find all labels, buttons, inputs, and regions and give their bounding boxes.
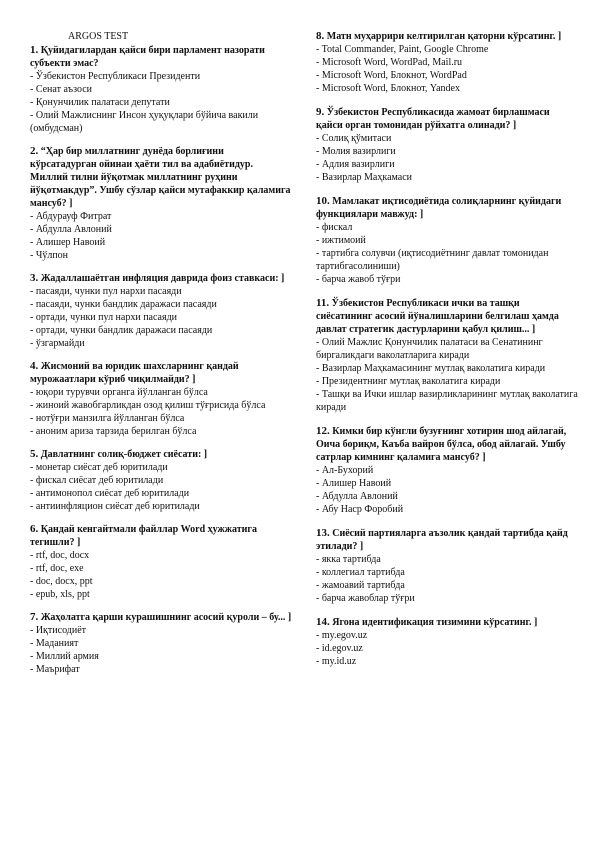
document-title: ARGOS TEST [68, 31, 129, 42]
question-wording: Ягона идентификация тизимини кўрсатинг. ] [332, 617, 538, 628]
question-block [316, 106, 578, 184]
answer-option: - ўзгармайди [30, 338, 85, 349]
answer-option: - Абдулла Авлоний [30, 224, 112, 235]
answer-option: - Microsoft Word, WordPad, Mail.ru [316, 57, 463, 68]
answer-option: - ижтимоий [316, 235, 366, 246]
right-question-list [316, 30, 578, 668]
question-wording: Матн муҳаррири келтирилган қаторни кўрсатинг. ] [326, 31, 562, 42]
question-number: 11. [316, 297, 330, 309]
left-column [30, 30, 292, 686]
answer-option: - антиинфляцион сиёсат деб юритилади [30, 501, 200, 512]
answer-option: - Ўзбекистон Республикаси Президенти [30, 71, 201, 82]
question-text [30, 145, 292, 210]
question-wording: Жадаллашаётган инфляция даврида фоиз ставкаси: ] [40, 273, 285, 284]
question-block [30, 145, 292, 262]
question-number: 7. [30, 611, 39, 623]
question-text [316, 297, 578, 336]
answer-option: - Алишер Навоий [316, 478, 392, 489]
question-wording: Давлатнинг солиқ-бюджет сиёсати: ] [40, 449, 208, 460]
question-number: 14. [316, 616, 330, 628]
answer-option: - Алишер Навоий [30, 237, 106, 248]
answer-option: - жиноий жавобгарликдан озод қилиш тўғрисида бўлса [30, 400, 266, 411]
answer-option: - Чўлпон [30, 250, 69, 261]
question-number: 3. [30, 272, 39, 284]
question-block [316, 297, 578, 414]
question-wording: Мамлакат иқтисодиётида солиқларнинг қуйидаги функциялари мавжуд: ] [316, 196, 562, 220]
answer-option: - Олий Мажлис Қонунчилик палатаси ва Сенатининг биргаликдаги ваколатларига киради [316, 337, 543, 361]
question-text [316, 195, 578, 221]
question-number: 1. [30, 44, 39, 56]
question-number: 6. [30, 523, 39, 535]
answer-option: - аноним ариза тарзида берилган бўлса [30, 426, 197, 437]
answer-option: - Абдурауф Фитрат [30, 211, 112, 222]
answer-option: - фискал сиёсат деб юритилади [30, 475, 164, 486]
answer-option: - якка тартибда [316, 554, 381, 565]
question-wording: “Ҳар бир миллатнинг дунёда борлиғини кўрсатадурган ойинаи ҳаёти тил ва адабиётидур. Миллий тилни йўқотмак миллатнинг руҳини йўқотмакдур”. Ушбу сўзлар қайси мутафаккир қаламига мансуб? ] [30, 146, 291, 209]
question-wording: Кимки бир кўнгли бузуғнинг хотирин шод айлагай, Оича бориқм, Каъба вайрон бўлса, обод айлагай. Ушбу сатрлар кимнинг қаламига мансуб? ] [316, 426, 567, 463]
answer-option: - Олий Мажлиснинг Инсон ҳуқуқлари бўйича вакили (омбудсман) [30, 110, 259, 134]
answer-option: - жамоавий тартибда [316, 580, 405, 591]
question-text [316, 616, 578, 629]
question-block [30, 272, 292, 350]
question-number: 10. [316, 195, 330, 207]
question-wording: Жаҳолатга қарши курашишнинг асосий қуроли – бу... ] [40, 612, 292, 623]
answer-option: - Қонунчилик палатаси депутати [30, 97, 170, 108]
question-wording: Қандай кенгайтмали файллар Word ҳужжатига тегишли? ] [30, 524, 257, 548]
left-question-list [30, 44, 292, 676]
answer-option: - Абдулла Авлоний [316, 491, 398, 502]
answer-option: - нотўғри манзилга йўлланган бўлса [30, 413, 185, 424]
question-block [30, 523, 292, 601]
question-text [30, 44, 292, 70]
question-block [316, 425, 578, 516]
answer-option: - тартибга солувчи (иқтисодиётнинг давлат томонидан тартибгасолиниши) [316, 248, 549, 272]
question-block [30, 611, 292, 676]
answer-option: - Президентнинг мутлақ ваколатига киради [316, 376, 501, 387]
answer-option: - Ташқи ва Ички ишлар вазирликларининг мутлақ ваколатига киради [316, 389, 578, 413]
right-column [316, 30, 578, 679]
question-text [316, 425, 578, 464]
question-text [30, 360, 292, 386]
question-number: 12. [316, 425, 330, 437]
question-text [30, 272, 292, 285]
question-wording: Жисмоний ва юридик шахсларнинг қандай мурожаатлари кўриб чиқилмайди? ] [30, 361, 239, 385]
answer-option: - ортади, чунки бандлик даражаси пасаяди [30, 325, 213, 336]
answer-option: - Total Commander, Paint, Google Chrome [316, 44, 489, 55]
answer-option: - rtf, doc, docx [30, 550, 90, 561]
answer-option: - монетар сиёсат деб юритилади [30, 462, 168, 473]
question-text [316, 106, 578, 132]
question-block [316, 527, 578, 605]
answer-option: - пасаяди, чунки пул нархи пасаяди [30, 286, 182, 297]
question-number: 4. [30, 360, 39, 372]
answer-option: - id.egov.uz [316, 643, 363, 654]
answer-option: - Microsoft Word, Блокнот, Yandex [316, 83, 460, 94]
answer-option: - my.id.uz [316, 656, 357, 667]
answer-option: - my.egov.uz [316, 630, 368, 641]
answer-option: - барча жавоб тўғри [316, 274, 401, 285]
question-wording: Сиёсий партияларга аъзолик қандай тартибда қайд этилади? ] [316, 528, 568, 552]
question-text [30, 611, 292, 624]
answer-option: - doc, docx, ppt [30, 576, 93, 587]
question-block [30, 360, 292, 438]
answer-option: - Маданият [30, 638, 79, 649]
question-number: 13. [316, 527, 330, 539]
answer-option: - антимонопол сиёсат деб юритилади [30, 488, 190, 499]
question-number: 5. [30, 448, 39, 460]
answer-option: - Абу Наср Форобий [316, 504, 404, 515]
question-block [30, 448, 292, 513]
question-text [316, 30, 578, 43]
answer-option: - пасаяди, чунки бандлик даражаси пасаяди [30, 299, 217, 310]
answer-option: - ортади, чунки пул нархи пасаяди [30, 312, 178, 323]
question-text [30, 523, 292, 549]
question-block [316, 616, 578, 668]
answer-option: - фискал [316, 222, 353, 233]
answer-option: - Миллий армия [30, 651, 99, 662]
question-wording: Ўзбекистон Республикаси ички ва ташқи сиёсатининг асосий йўналишларини белгилаш ҳамда давлат стратегик дастурларини қабул қилиш... ] [316, 298, 559, 335]
question-wording: Ўзбекистон Республикасида жамоат бирлашмаси қайси орган томонидан рўйхатга олинади? ] [316, 107, 550, 131]
answer-option: - Сенат аъзоси [30, 84, 93, 95]
question-wording: Қуйидагилардан қайси бири парламент назорати субъекти эмас? [30, 45, 265, 69]
answer-option: - Ал-Бухорий [316, 465, 374, 476]
question-block [316, 30, 578, 95]
question-text [316, 527, 578, 553]
answer-option: - Вазирлар Маҳкамаси [316, 172, 413, 183]
answer-option: - Иқтисодиёт [30, 625, 87, 636]
answer-option: - коллегиал тартибда [316, 567, 405, 578]
answer-option: - юқори турувчи органга йўлланган бўлса [30, 387, 208, 398]
question-block [316, 195, 578, 286]
answer-option: - Солиқ қўмитаси [316, 133, 392, 144]
answer-option: - epub, xls, ppt [30, 589, 90, 600]
answer-option: - барча жавоблар тўғри [316, 593, 415, 604]
question-number: 9. [316, 106, 325, 118]
answer-option: - rtf, doc, exe [30, 563, 84, 574]
question-number: 2. [30, 145, 39, 157]
answer-option: - Адлия вазирлиги [316, 159, 395, 170]
answer-option: - Молия вазирлиги [316, 146, 396, 157]
answer-option: - Маърифат [30, 664, 80, 675]
question-text [30, 448, 292, 461]
question-number: 8. [316, 30, 325, 42]
answer-option: - Microsoft Word, Блокнот, WordPad [316, 70, 467, 81]
answer-option: - Вазирлар Маҳкамасининг мутлақ ваколатига киради [316, 363, 546, 374]
question-block [30, 44, 292, 135]
